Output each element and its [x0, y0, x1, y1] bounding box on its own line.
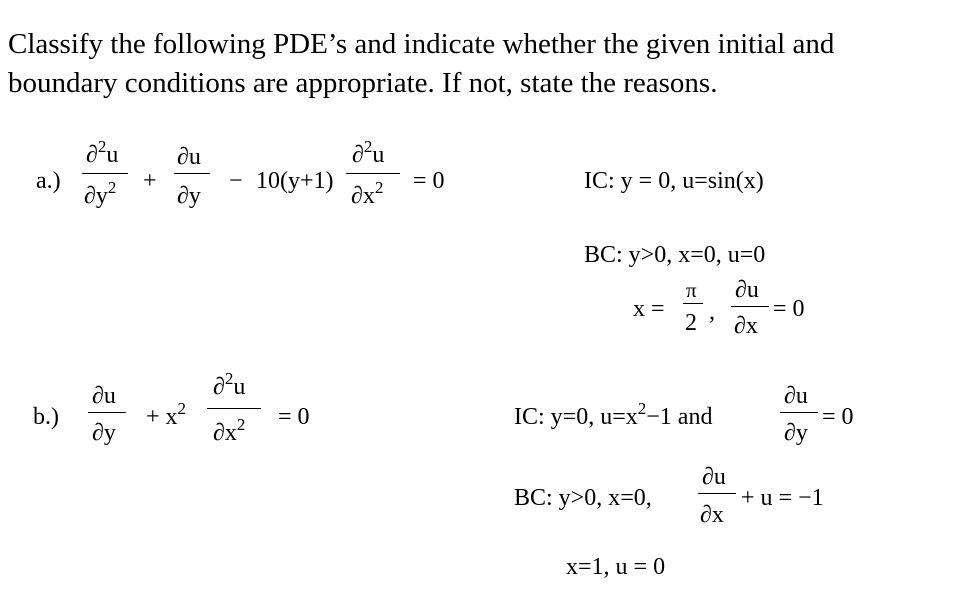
a-term3-fraction-bar	[346, 173, 400, 174]
a-bc2-pi-fraction-bar	[683, 303, 703, 304]
b-equals-zero: = 0	[278, 404, 310, 430]
b-bc1-numerator: ∂u	[702, 464, 726, 490]
intro-line-2: boundary conditions are appropriate. If not, state the reasons.	[8, 67, 718, 99]
b-ic-fraction-bar	[780, 412, 818, 413]
part-a-label: a.)	[36, 168, 61, 194]
b-ic-numerator: ∂u	[784, 383, 808, 409]
a-term3-denominator: $\partial x^2$	[351, 178, 384, 209]
b-bc1-denominator: ∂x	[700, 502, 724, 528]
a-term2-fraction-bar	[174, 173, 210, 174]
a-plus-sign: +	[143, 168, 157, 194]
a-equals-zero: = 0	[413, 168, 445, 194]
b-term2-fraction-bar	[207, 408, 261, 409]
a-term2-numerator: ∂u	[177, 144, 201, 170]
b-bc1-fraction-bar	[698, 493, 736, 494]
b-term1-denominator: ∂y	[92, 420, 116, 446]
b-bc1-rest: + u = −1	[741, 485, 824, 511]
a-bc2-comma: ,	[709, 299, 715, 325]
a-term1-denominator: $\partial y^2$	[84, 178, 117, 209]
a-bc2-pi: π	[686, 278, 697, 302]
b-term1-numerator: ∂u	[92, 383, 116, 409]
b-plus-x: + $x^2$	[146, 399, 187, 430]
a-term1-fraction-bar	[82, 173, 128, 174]
b-ic-text: IC: y=0, $u=x^2-1$ and	[514, 399, 713, 430]
a-bc2-denominator: ∂x	[734, 313, 758, 339]
intro-line-1: Classify the following PDE’s and indicate whether the given initial and	[8, 28, 835, 60]
a-coefficient: 10(y+1)	[256, 168, 334, 194]
a-bc2-numerator: ∂u	[735, 277, 759, 303]
b-term1-fraction-bar	[88, 412, 126, 413]
part-a-boundary-condition-1: BC: y>0, x=0, u=0	[584, 242, 766, 268]
part-b-label: b.)	[33, 404, 59, 430]
part-b-boundary-condition-2: x=1, u = 0	[566, 554, 666, 580]
a-bc2-fraction-bar	[731, 306, 769, 307]
b-ic-denominator: ∂y	[784, 420, 808, 446]
a-term1-numerator: ∂$^2$u	[86, 137, 119, 168]
b-term2-numerator: ∂$^2$u	[213, 369, 246, 400]
a-bc2-two: 2	[685, 310, 697, 336]
a-term3-numerator: ∂$^2$u	[352, 137, 385, 168]
b-ic-equals-zero: = 0	[822, 404, 854, 430]
a-term2-denominator: ∂y	[177, 183, 201, 209]
part-a-initial-condition: IC: y = 0, u=sin(x)	[584, 168, 764, 194]
a-minus-sign: −	[229, 168, 243, 194]
b-bc1-text: BC: y>0, x=0,	[514, 485, 652, 511]
b-term2-denominator: $\partial x^2$	[213, 415, 246, 446]
a-bc2-x-equals: x =	[633, 296, 665, 322]
a-bc2-equals-zero: = 0	[773, 296, 805, 322]
